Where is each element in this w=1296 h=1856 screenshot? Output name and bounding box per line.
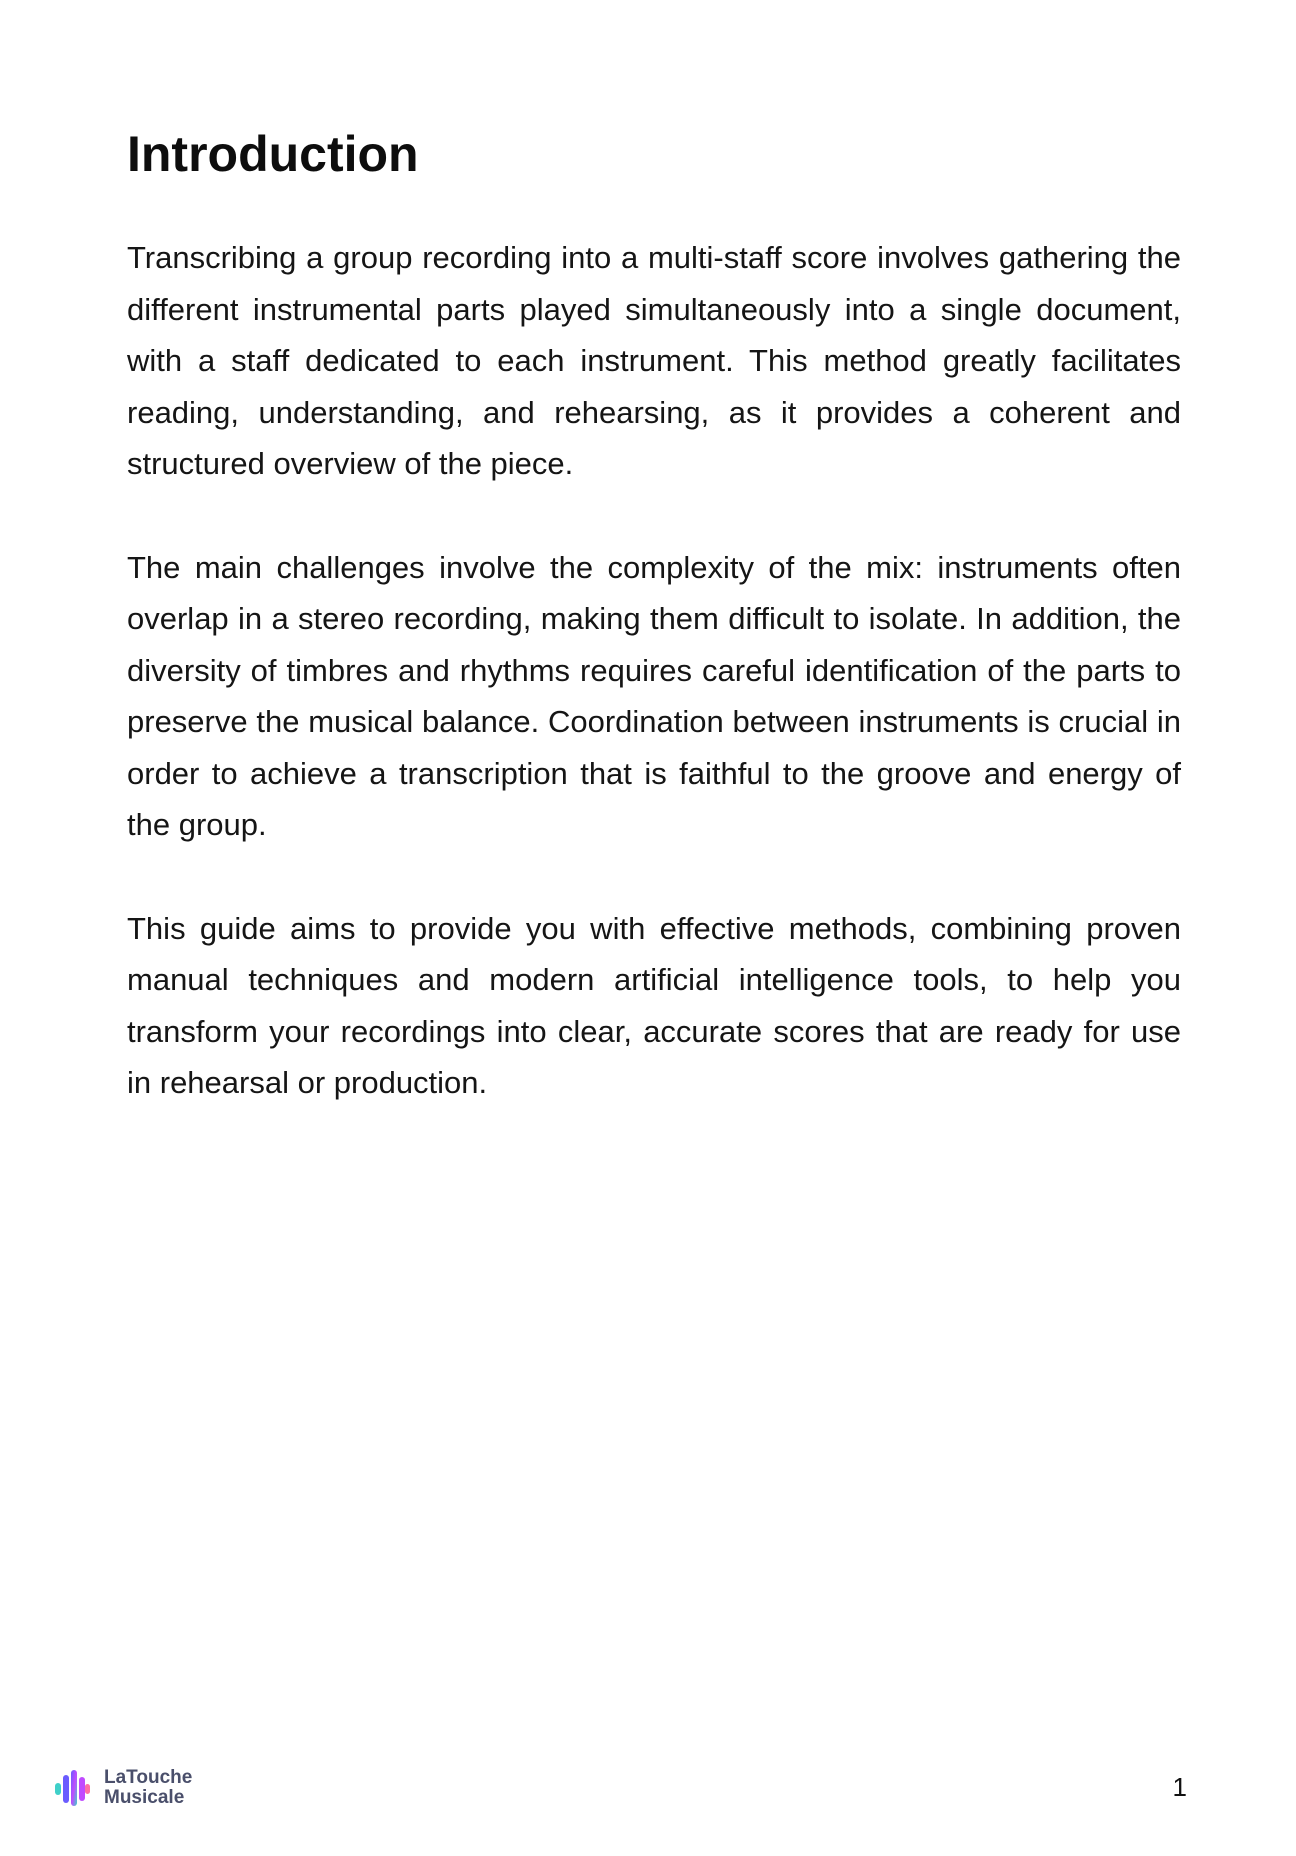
page-title: Introduction [127, 126, 419, 182]
body-text [127, 232, 1181, 1161]
page-number: 1 [1172, 1772, 1187, 1802]
paragraph-1: Transcribing a group recording into a multi-staff score involves gathering the different instrumental parts played simultaneously into a single document, with a staff dedicated to each instrument. This method greatly facilitates reading, understanding, and rehearsing, as it provides a coherent and structured overview of the piece. [127, 240, 1181, 481]
brand-name-line1: LaTouche [104, 1767, 193, 1788]
brand-name-line2: Musicale [104, 1787, 185, 1808]
sound-wave-logo-icon [52, 1767, 94, 1809]
paragraph-2: The main challenges involve the complexity of the mix: instruments often overlap in a stereo recording, making them difficult to isolate. In addition, the diversity of timbres and rhythms requires careful identification of the parts to preserve the musical balance. Coordination between instruments is crucial in order to achieve a transcription that is faithful to the groove and energy of the group. [127, 549, 1181, 842]
brand-logo [52, 1767, 192, 1809]
paragraph-3: This guide aims to provide you with effective methods, combining proven manual techniques and modern artificial intelligence tools, to help you transform your recordings into clear, accurate scores that are ready for use in rehearsal or production. [127, 910, 1181, 1100]
brand-name [104, 1768, 192, 1808]
